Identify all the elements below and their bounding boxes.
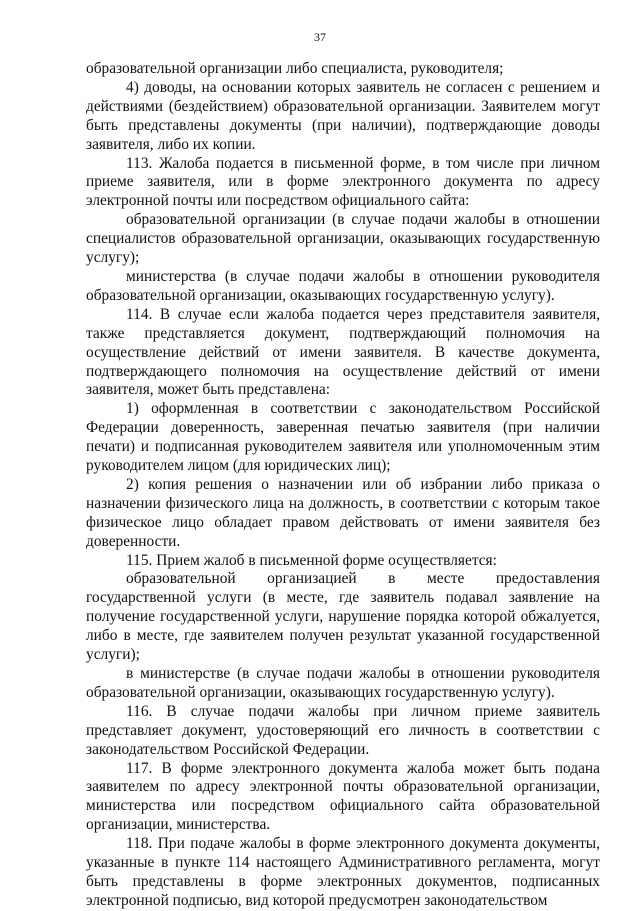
page-number: 37 (314, 30, 326, 44)
paragraph-115-org: образовательной организацией в месте предоставления государственной услуги (в месте, где заявитель подавал заявление на получение государственной услуги, нарушение порядка которой обжалуется, либо в месте, где заявителем получен результат указанной государственной услуги); (86, 570, 600, 664)
paragraph-113-org: образовательной организации (в случае подачи жалобы в отношении специалистов образовательной организации, оказывающих государственную услугу); (86, 211, 600, 267)
paragraph-item-4: 4) доводы, на основании которых заявитель не согласен с решением и действиями (бездействием) образовательной организации. Заявителем могут быть представлены документы (при наличии), подтверждающие доводы заявителя, либо их копии. (86, 78, 600, 153)
document-body (86, 60, 600, 911)
paragraph-115: 115. Прием жалоб в письменной форме осуществляется: (126, 551, 497, 569)
paragraph-118: 118. При подаче жалобы в форме электронного документа документы, указанные в пункте 114 настоящего Административного регламента, могут быть представлены в форме электронных документов, подписанных электронной подписью, вид которой предусмотрен законодательством (86, 835, 600, 909)
paragraph-113: 113. Жалоба подается в письменной форме, в том числе при личном приеме заявителя, или в форме электронного документа по адресу электронной почты или посредством официального сайта: (86, 154, 600, 210)
paragraph-113-ministry: министерства (в случае подачи жалобы в отношении руководителя образовательной организации, оказывающих государственную услугу). (86, 267, 600, 304)
paragraph-114-item-1: 1) оформленная в соответствии с законодательством Российской Федерации доверенность, заверенная печатью заявителя (при наличии печати) и подписанная руководителем заявителя или уполномоченным этим руководителем лицом (для юридических лиц); (86, 400, 600, 475)
paragraph-116: 116. В случае подачи жалобы при личном приеме заявитель представляет документ, удостоверяющий его личность в соответствии с законодательством Российской Федерации. (86, 702, 600, 758)
paragraph-115-ministry: в министерстве (в случае подачи жалобы в отношении руководителя образовательной организации, оказывающих государственную услугу). (86, 665, 600, 701)
paragraph-continuation: образовательной организации либо специалиста, руководителя; (86, 60, 504, 77)
paragraph-114-item-2: 2) копия решения о назначении или об избрании либо приказа о назначении физического лица на должность, в соответствии с которым такое физическое лицо обладает правом действовать от имени заявителя без доверенности. (86, 475, 600, 550)
paragraph-117: 117. В форме электронного документа жалоба может быть подана заявителем по адресу электронной почты образовательной организации, министерства или посредством официального сайта образовательной организации, министерства. (86, 759, 600, 834)
paragraph-114: 114. В случае если жалоба подается через представителя заявителя, также представляется документ, подтверждающий полномочия на осуществление действий от имени заявителя. В качестве документа, подтверждающего полномочия на осуществление действий от имени заявителя, может быть представлена: (86, 305, 600, 399)
